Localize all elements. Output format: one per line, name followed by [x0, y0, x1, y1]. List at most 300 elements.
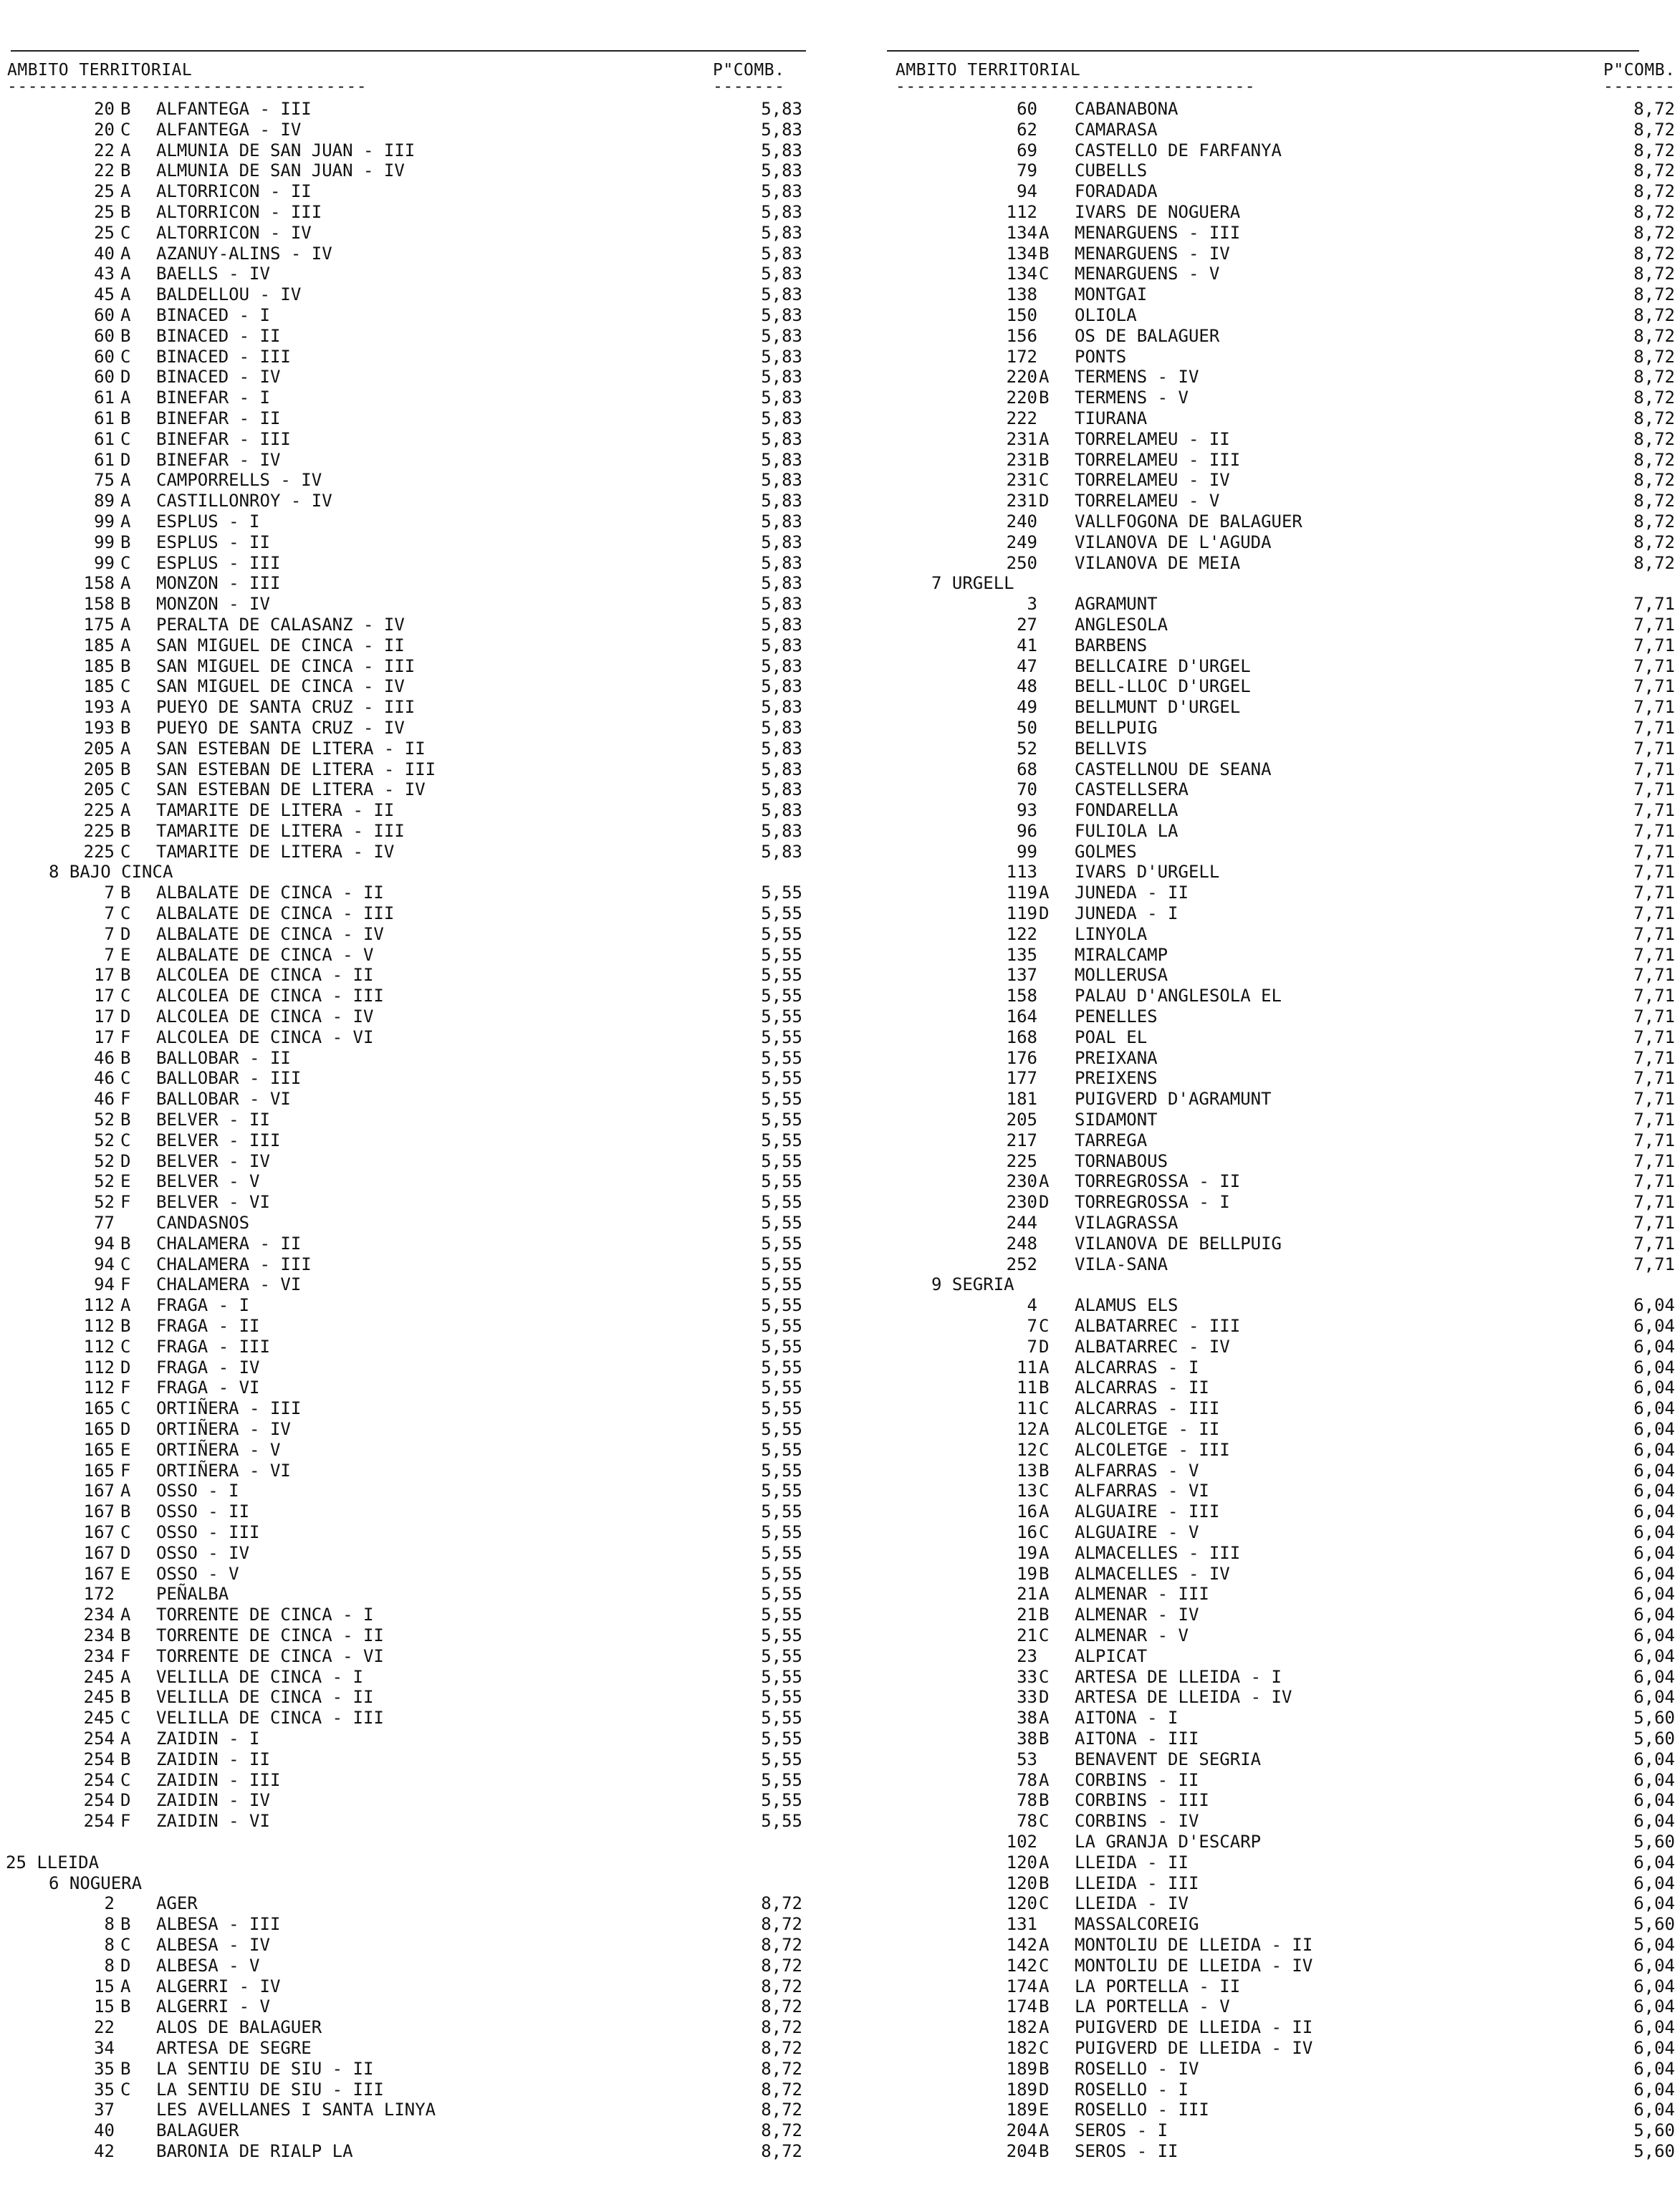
entry-name: ROSELLO - III	[1075, 2100, 1209, 2120]
table-row	[887, 1729, 1680, 1749]
table-row	[887, 470, 1680, 491]
entry-value: 8,72	[1633, 181, 1675, 202]
entry-value: 5,83	[761, 284, 802, 305]
entry-suffix: A	[1039, 428, 1050, 449]
entry-number: 222	[1006, 408, 1037, 428]
entry-number: 62	[1017, 119, 1037, 140]
table-row	[887, 1234, 1680, 1254]
table-body	[0, 99, 831, 2162]
entry-name: LINYOLA	[1075, 923, 1148, 944]
entry-suffix: B	[1039, 2058, 1050, 2079]
entry-name: BINEFAR - IV	[156, 449, 281, 470]
table-row	[887, 1419, 1680, 1440]
entry-number: 244	[1006, 1213, 1037, 1234]
entry-number: 217	[1006, 1130, 1037, 1150]
entry-suffix: B	[120, 1233, 131, 1254]
table-row	[0, 903, 831, 924]
entry-value: 5,55	[761, 1336, 802, 1357]
entry-number: 8	[104, 1955, 115, 1976]
table-row	[0, 120, 831, 140]
entry-number: 240	[1006, 511, 1037, 532]
entry-number: 93	[1017, 800, 1037, 821]
entry-value: 5,83	[761, 676, 802, 697]
entry-value: 7,71	[1633, 1254, 1675, 1274]
entry-number: 131	[1006, 1914, 1037, 1935]
entry-value: 8,72	[1633, 99, 1675, 119]
entry-number: 25	[94, 181, 115, 202]
entry-name: PONTS	[1075, 346, 1127, 367]
table-row	[887, 1687, 1680, 1708]
header-underline: -----------------------------------	[7, 77, 368, 96]
entry-suffix: B	[120, 1316, 131, 1337]
table-row	[0, 532, 831, 553]
table-row	[0, 408, 831, 429]
table-row	[887, 1935, 1680, 1956]
entry-number: 254	[83, 1749, 115, 1769]
entry-number: 8	[104, 1934, 115, 1955]
entry-value: 5,55	[761, 1006, 802, 1027]
entry-suffix: A	[120, 304, 131, 325]
entry-suffix: A	[1039, 367, 1050, 388]
entry-value: 7,71	[1633, 1089, 1675, 1110]
entry-suffix: C	[120, 428, 131, 449]
entry-name: ALFANTEGA - III	[156, 99, 312, 119]
table-row	[887, 1461, 1680, 1481]
table-row	[887, 1832, 1680, 1852]
table-row	[0, 450, 831, 471]
entry-name: MENARGUENS - IV	[1075, 243, 1230, 264]
entry-number: 52	[94, 1150, 115, 1171]
entry-name: TORRENTE DE CINCA - VI	[156, 1645, 384, 1666]
table-row	[0, 1543, 831, 1564]
table-row	[887, 1996, 1680, 2017]
entry-suffix: B	[120, 99, 131, 119]
entry-suffix: C	[1039, 1955, 1050, 1976]
entry-name: ALTORRICON - IV	[156, 222, 312, 243]
entry-suffix: B	[120, 2058, 131, 2079]
entry-number: 77	[94, 1213, 115, 1234]
entry-suffix: B	[1039, 1378, 1050, 1398]
entry-name: PALAU D'ANGLESOLA EL	[1075, 986, 1282, 1006]
entry-suffix: D	[120, 449, 131, 470]
table-row	[887, 450, 1680, 471]
entry-name: MOLLERUSA	[1075, 965, 1168, 986]
entry-number: 38	[1017, 1708, 1037, 1729]
entry-suffix: C	[120, 1336, 131, 1357]
table-row	[887, 1254, 1680, 1275]
entry-number: 48	[1017, 676, 1037, 697]
table-row	[0, 945, 831, 966]
entry-name: BINEFAR - III	[156, 428, 291, 449]
entry-suffix: E	[120, 944, 131, 965]
entry-value: 5,55	[761, 1728, 802, 1749]
province-label: 25 LLEIDA	[6, 1852, 100, 1873]
entry-number: 17	[94, 965, 115, 986]
entry-number: 52	[94, 1110, 115, 1130]
entry-name: FRAGA - IV	[156, 1357, 260, 1378]
comarca-heading	[0, 1873, 831, 1894]
entry-value: 7,71	[1633, 1110, 1675, 1130]
table-row	[887, 1708, 1680, 1729]
table-row	[0, 986, 831, 1006]
entry-name: BELVER - VI	[156, 1192, 270, 1213]
entry-value: 7,71	[1633, 800, 1675, 821]
entry-suffix: C	[120, 119, 131, 140]
entry-value: 6,04	[1633, 1955, 1675, 1976]
entry-number: 3	[1027, 594, 1037, 615]
entry-suffix: B	[120, 655, 131, 676]
entry-name: MENARGUENS - III	[1075, 222, 1241, 243]
table-row	[887, 2080, 1680, 2100]
entry-value: 8,72	[1633, 201, 1675, 222]
entry-number: 167	[83, 1501, 115, 1522]
entry-suffix: B	[1039, 388, 1050, 408]
entry-suffix: A	[120, 635, 131, 655]
entry-number: 165	[83, 1439, 115, 1460]
entry-value: 6,04	[1633, 1439, 1675, 1460]
table-row	[0, 1068, 831, 1089]
entry-suffix: C	[1039, 1893, 1050, 1914]
entry-name: MASSALCOREIG	[1075, 1914, 1199, 1935]
entry-value: 5,83	[761, 717, 802, 738]
entry-name: ZAIDIN - IV	[156, 1790, 270, 1811]
entry-number: 167	[83, 1542, 115, 1563]
entry-value: 5,83	[761, 470, 802, 491]
entry-name: OSSO - II	[156, 1501, 250, 1522]
entry-name: BELLPUIG	[1075, 717, 1158, 738]
entry-suffix: B	[120, 1996, 131, 2017]
entry-name: LA PORTELLA - II	[1075, 1976, 1241, 1996]
entry-name: AGER	[156, 1893, 198, 1914]
table-row	[0, 1274, 831, 1295]
entry-name: CUBELLS	[1075, 160, 1148, 181]
entry-number: 165	[83, 1460, 115, 1481]
entry-value: 5,55	[761, 1274, 802, 1295]
entry-number: 52	[94, 1171, 115, 1192]
entry-name: ALMUNIA DE SAN JUAN - IV	[156, 160, 405, 181]
entry-name: FRAGA - II	[156, 1316, 260, 1337]
entry-name: ALBESA - III	[156, 1914, 281, 1935]
table-row	[0, 1996, 831, 2017]
entry-name: SEROS - I	[1075, 2120, 1168, 2141]
entry-value: 5,55	[761, 1419, 802, 1439]
table-row	[887, 986, 1680, 1006]
entry-value: 7,71	[1633, 614, 1675, 635]
table-row	[887, 779, 1680, 800]
entry-value: 7,71	[1633, 820, 1675, 841]
entry-name: PREIXANA	[1075, 1047, 1158, 1068]
entry-name: CAMPORRELLS - IV	[156, 470, 322, 491]
table-row	[0, 1564, 831, 1585]
entry-value: 8,72	[1633, 284, 1675, 305]
table-row	[887, 1770, 1680, 1791]
entry-number: 185	[83, 655, 115, 676]
table-row	[0, 842, 831, 862]
entry-value: 5,83	[761, 655, 802, 676]
entry-value: 7,71	[1633, 779, 1675, 800]
entry-value: 7,71	[1633, 1233, 1675, 1254]
entry-name: PUEYO DE SANTA CRUZ - IV	[156, 717, 405, 738]
entry-name: CASTELLNOU DE SEANA	[1075, 759, 1272, 779]
entry-name: MONTOLIU DE LLEIDA - IV	[1075, 1955, 1313, 1976]
table-row	[0, 718, 831, 739]
entry-name: AZANUY-ALINS - IV	[156, 243, 332, 264]
entry-number: 52	[94, 1192, 115, 1213]
entry-name: BELL-LLOC D'URGEL	[1075, 676, 1251, 697]
table-row	[887, 1646, 1680, 1667]
table-row	[887, 408, 1680, 429]
entry-name: ORTIÑERA - V	[156, 1439, 281, 1460]
entry-number: 164	[1006, 1006, 1037, 1027]
entry-value: 5,55	[761, 1295, 802, 1316]
entry-value: 7,71	[1633, 1192, 1675, 1213]
entry-value: 6,04	[1633, 1605, 1675, 1625]
entry-value: 5,83	[761, 759, 802, 779]
comarca-heading	[0, 862, 831, 883]
entry-suffix: A	[120, 1666, 131, 1687]
entry-suffix: C	[1039, 1316, 1050, 1337]
table-row	[0, 924, 831, 945]
table-row	[887, 511, 1680, 532]
entry-number: 70	[1017, 779, 1037, 800]
entry-name: TORRENTE DE CINCA - II	[156, 1625, 384, 1645]
entry-suffix: D	[120, 1357, 131, 1378]
entry-suffix: A	[1039, 222, 1050, 243]
table-row	[0, 1770, 831, 1791]
entry-value: 6,04	[1633, 1295, 1675, 1316]
table-row	[0, 1295, 831, 1316]
table-row	[887, 1605, 1680, 1625]
entry-number: 34	[94, 2037, 115, 2058]
table-row	[887, 656, 1680, 677]
entry-number: 205	[83, 779, 115, 800]
entry-suffix: D	[120, 367, 131, 388]
entry-name: ORTIÑERA - VI	[156, 1460, 291, 1481]
entry-name: ALMENAR - V	[1075, 1625, 1189, 1645]
entry-number: 7	[104, 923, 115, 944]
entry-value: 7,71	[1633, 883, 1675, 903]
entry-name: TAMARITE DE LITERA - IV	[156, 841, 395, 862]
entry-number: 60	[94, 346, 115, 367]
table-row	[887, 1543, 1680, 1564]
entry-value: 5,83	[761, 304, 802, 325]
entry-suffix: A	[120, 140, 131, 160]
entry-name: VILANOVA DE MEIA	[1075, 552, 1241, 573]
entry-number: 16	[1017, 1522, 1037, 1542]
entry-number: 134	[1006, 264, 1037, 284]
entry-value: 5,83	[761, 325, 802, 346]
entry-number: 13	[1017, 1460, 1037, 1481]
entry-suffix: A	[120, 470, 131, 491]
table-row	[887, 697, 1680, 718]
entry-number: 120	[1006, 1873, 1037, 1893]
entry-name: SAN MIGUEL DE CINCA - II	[156, 635, 405, 655]
entry-suffix: B	[1039, 1996, 1050, 2017]
entry-number: 138	[1006, 284, 1037, 305]
table-row	[0, 1027, 831, 1048]
blank-row	[0, 1832, 831, 1852]
entry-value: 5,60	[1633, 1728, 1675, 1749]
entry-number: 21	[1017, 1584, 1037, 1605]
table-row	[0, 1976, 831, 1997]
entry-suffix: A	[120, 738, 131, 759]
entry-value: 5,83	[761, 738, 802, 759]
entry-value: 5,55	[761, 1563, 802, 1584]
entry-name: BELVER - V	[156, 1171, 260, 1192]
entry-value: 5,83	[761, 573, 802, 594]
entry-value: 5,83	[761, 511, 802, 532]
entry-name: ALFARRAS - V	[1075, 1460, 1199, 1481]
entry-value: 8,72	[1633, 222, 1675, 243]
table-row	[887, 1398, 1680, 1419]
entry-value: 7,71	[1633, 655, 1675, 676]
entry-value: 8,72	[1633, 449, 1675, 470]
entry-name: BENAVENT DE SEGRIA	[1075, 1749, 1262, 1769]
table-row	[887, 718, 1680, 739]
entry-value: 8,72	[761, 2140, 802, 2161]
entry-suffix: A	[120, 800, 131, 821]
entry-number: 94	[94, 1254, 115, 1274]
entry-number: 60	[1017, 99, 1037, 119]
entry-number: 231	[1006, 491, 1037, 511]
table-row	[0, 1110, 831, 1130]
entry-name: IVARS D'URGELL	[1075, 862, 1220, 883]
entry-suffix: C	[120, 1522, 131, 1542]
entry-value: 7,71	[1633, 1150, 1675, 1171]
entry-name: ALMUNIA DE SAN JUAN - III	[156, 140, 416, 160]
entry-name: CAMARASA	[1075, 119, 1158, 140]
comarca-label: 6 NOGUERA	[49, 1873, 143, 1893]
table-row	[0, 656, 831, 677]
entry-name: TORREGROSSA - I	[1075, 1192, 1230, 1213]
entry-value: 5,55	[761, 1233, 802, 1254]
entry-number: 7	[1027, 1336, 1037, 1357]
table-row	[887, 1667, 1680, 1688]
table-row	[887, 1130, 1680, 1151]
entry-number: 40	[94, 243, 115, 264]
table-row	[887, 924, 1680, 945]
comarca-heading	[887, 573, 1680, 594]
entry-value: 5,83	[761, 635, 802, 655]
entry-number: 234	[83, 1625, 115, 1645]
entry-name: PEÑALBA	[156, 1584, 229, 1605]
entry-suffix: B	[120, 1110, 131, 1130]
table-row	[887, 676, 1680, 697]
entry-number: 245	[83, 1708, 115, 1729]
entry-name: LA SENTIU DE SIU - III	[156, 2079, 384, 2100]
entry-suffix: B	[120, 1625, 131, 1645]
entry-number: 94	[94, 1274, 115, 1295]
entry-number: 4	[1027, 1295, 1037, 1316]
entry-name: ALFANTEGA - IV	[156, 119, 302, 140]
table-row	[887, 759, 1680, 780]
entry-value: 5,83	[761, 346, 802, 367]
table-row	[887, 326, 1680, 347]
table-row	[887, 862, 1680, 883]
entry-name: TAMARITE DE LITERA - II	[156, 800, 395, 821]
entry-value: 5,55	[761, 1047, 802, 1068]
entry-suffix: C	[120, 1068, 131, 1089]
table-row	[0, 1378, 831, 1398]
entry-value: 5,55	[761, 1501, 802, 1522]
entry-suffix: D	[120, 1419, 131, 1439]
entry-suffix: D	[1039, 491, 1050, 511]
entry-name: OLIOLA	[1075, 304, 1137, 325]
entry-name: ALPICAT	[1075, 1645, 1148, 1666]
entry-suffix: C	[120, 1934, 131, 1955]
entry-number: 112	[1006, 201, 1037, 222]
entry-value: 7,71	[1633, 923, 1675, 944]
entry-suffix: A	[1039, 1501, 1050, 1522]
entry-suffix: F	[120, 1274, 131, 1295]
entry-suffix: D	[1039, 2079, 1050, 2100]
entry-name: MONTGAI	[1075, 284, 1148, 305]
entry-suffix: F	[120, 1089, 131, 1110]
entry-name: ZAIDIN - VI	[156, 1811, 270, 1832]
entry-suffix: C	[120, 676, 131, 697]
entry-name: BALLOBAR - III	[156, 1068, 302, 1089]
entry-value: 5,83	[761, 532, 802, 552]
table-row	[887, 532, 1680, 553]
entry-name: OSSO - III	[156, 1522, 260, 1542]
entry-name: PUIGVERD DE LLEIDA - IV	[1075, 2037, 1313, 2058]
entry-name: OSSO - I	[156, 1481, 239, 1501]
entry-value: 6,04	[1633, 1378, 1675, 1398]
entry-suffix: D	[1039, 1687, 1050, 1708]
entry-number: 254	[83, 1728, 115, 1749]
entry-value: 8,72	[761, 1914, 802, 1935]
entry-value: 6,04	[1633, 1625, 1675, 1645]
entry-number: 230	[1006, 1171, 1037, 1192]
entry-suffix: B	[120, 965, 131, 986]
entry-value: 5,55	[761, 1769, 802, 1790]
entry-value: 6,04	[1633, 1666, 1675, 1687]
entry-number: 234	[83, 1645, 115, 1666]
entry-value: 6,04	[1633, 1769, 1675, 1790]
entry-number: 189	[1006, 2079, 1037, 2100]
entry-name: CASTELLO DE FARFANYA	[1075, 140, 1282, 160]
entry-suffix: D	[120, 1150, 131, 1171]
entry-number: 12	[1017, 1419, 1037, 1439]
entry-name: VELILLA DE CINCA - II	[156, 1687, 374, 1708]
table-row	[887, 1048, 1680, 1069]
entry-number: 181	[1006, 1089, 1037, 1110]
entry-name: LLEIDA - III	[1075, 1873, 1199, 1893]
entry-number: 252	[1006, 1254, 1037, 1274]
entry-name: CHALAMERA - III	[156, 1254, 312, 1274]
table-row	[0, 1749, 831, 1770]
table-row	[887, 1852, 1680, 1873]
entry-suffix: C	[1039, 2037, 1050, 2058]
entry-value: 8,72	[761, 2017, 802, 2038]
entry-number: 61	[94, 408, 115, 428]
entry-value: 8,72	[1633, 511, 1675, 532]
entry-value: 6,04	[1633, 2017, 1675, 2038]
entry-name: ALGERRI - V	[156, 1996, 270, 2017]
entry-number: 175	[83, 614, 115, 635]
entry-suffix: B	[120, 883, 131, 903]
entry-name: ALCOLEA DE CINCA - VI	[156, 1027, 374, 1047]
entry-name: ALGUAIRE - V	[1075, 1522, 1199, 1542]
entry-name: IVARS DE NOGUERA	[1075, 201, 1241, 222]
entry-name: ZAIDIN - II	[156, 1749, 270, 1769]
entry-number: 182	[1006, 2017, 1037, 2038]
comarca-label: 9 SEGRIA	[931, 1274, 1014, 1295]
entry-number: 250	[1006, 552, 1037, 573]
entry-suffix: C	[120, 346, 131, 367]
entry-number: 49	[1017, 697, 1037, 718]
entry-name: ALCARRAS - III	[1075, 1398, 1220, 1419]
